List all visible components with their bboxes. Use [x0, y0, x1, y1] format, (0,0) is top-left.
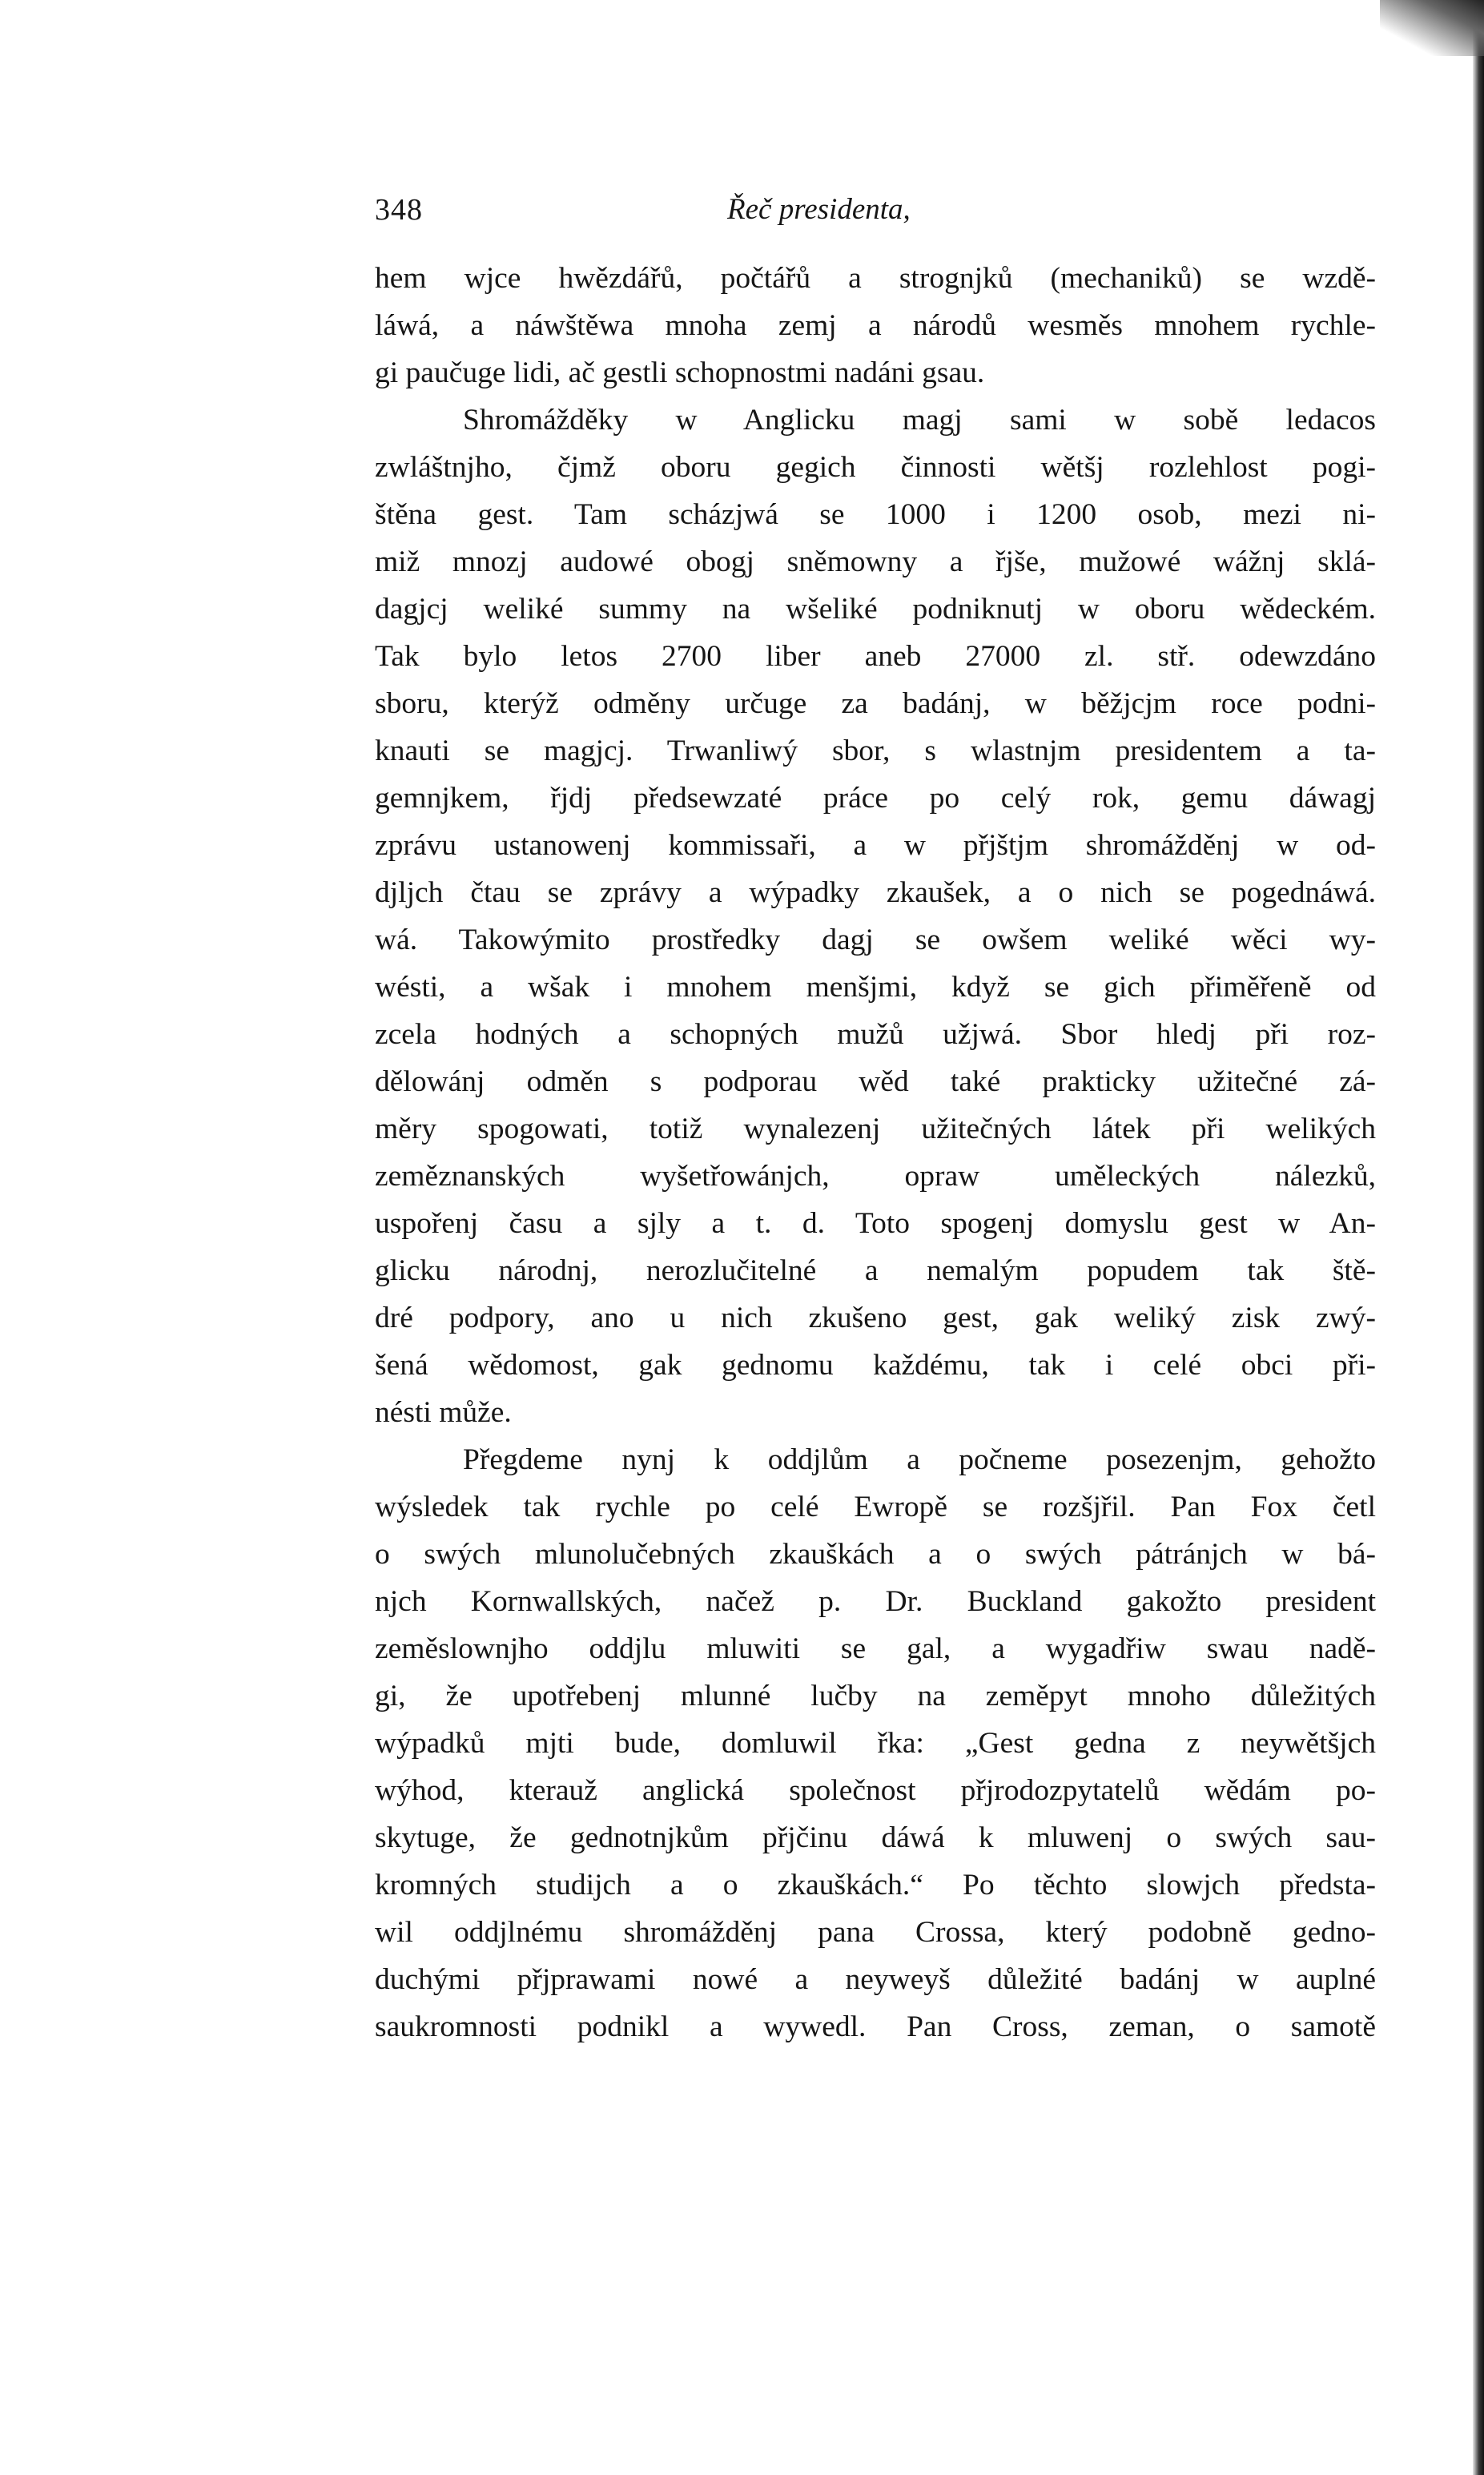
- text-line: miž mnozj audowé obogj sněmowny a řjše, mužowé wážnj sklá-: [375, 545, 1376, 578]
- page-number: 348: [375, 193, 423, 227]
- text-line: dělowánj odměn s podporau wěd také prakticky užitečné zá-: [375, 1065, 1376, 1098]
- text-line: duchými přjprawami nowé a neyweyš důležité badánj w auplné: [375, 1963, 1376, 1996]
- text-line: láwá, a náwštěwa mnoha zemj a národů wesměs mnohem rychle-: [375, 309, 1376, 342]
- text-line: zprávu ustanowenj kommissaři, a w přjštjm shromážděnj w od-: [375, 829, 1376, 862]
- text-line: skytuge, že gednotnjkům přjčinu dáwá k mluwenj o swých sau-: [375, 1821, 1376, 1854]
- text-line: sboru, kterýž odměny určuge za badánj, w běžjcjm roce podni-: [375, 687, 1376, 720]
- text-line: štěna gest. Tam scházjwá se 1000 i 1200 osob, mezi ni-: [375, 498, 1376, 531]
- text-line: nésti může.: [375, 1396, 512, 1429]
- text-line: dagjcj weliké summy na wšeliké podniknutj w oboru wědeckém.: [375, 593, 1376, 626]
- text-line: zeměslownjho oddjlu mluwiti se gal, a wygadřiw swau nadě-: [375, 1632, 1376, 1665]
- text-line: saukromnosti podnikl a wywedl. Pan Cross, zeman, o samotě: [375, 2010, 1376, 2043]
- text-line: zwláštnjho, čjmž oboru gegich činnosti wětšj rozlehlost pogi-: [375, 451, 1376, 484]
- text-line: wil oddjlnému shromážděnj pana Crossa, který podobně gedno-: [375, 1916, 1376, 1949]
- text-line: wýsledek tak rychle po celé Ewropě se rozšjřil. Pan Fox četl: [375, 1491, 1376, 1523]
- page-corner-shadow: [1380, 0, 1484, 56]
- text-line: knauti se magjcj. Trwanliwý sbor, s wlastnjm presidentem a ta-: [375, 734, 1376, 767]
- text-line: šená wědomost, gak gednomu každému, tak i celé obci při-: [375, 1349, 1376, 1382]
- text-line: Shromážděky w Anglicku magj sami w sobě ledacos: [463, 404, 1376, 437]
- text-line: zeměznanských wyšetřowánjch, opraw uměleckých nálezků,: [375, 1160, 1376, 1193]
- text-line: uspořenj času a sjly a t. d. Toto spogenj domyslu gest w An-: [375, 1207, 1376, 1240]
- text-line: hem wjce hwězdářů, počtářů a strognjků (mechaniků) se wzdě-: [375, 262, 1376, 295]
- text-line: wá. Takowýmito prostředky dagj se owšem weliké wěci wy-: [375, 924, 1376, 956]
- text-line: měry spogowati, totiž wynalezenj užitečných látek při welikých: [375, 1113, 1376, 1145]
- text-line: njch Kornwallských, načež p. Dr. Buckland gakožto president: [375, 1585, 1376, 1618]
- page-header: [375, 186, 1376, 234]
- body-text: [375, 255, 1376, 2050]
- text-line: gi, že upotřebenj mlunné lučby na zeměpyt mnoho důležitých: [375, 1680, 1376, 1712]
- text-line: Tak bylo letos 2700 liber aneb 27000 zl. stř. odewzdáno: [375, 640, 1376, 673]
- text-line: wésti, a wšak i mnohem menšjmi, když se gich přiměřeně od: [375, 971, 1376, 1004]
- text-line: gemnjkem, řjdj předsewzaté práce po celý rok, gemu dáwagj: [375, 782, 1376, 815]
- text-line: Přegdeme nynj k oddjlům a počneme posezenjm, gehožto: [463, 1443, 1376, 1476]
- text-line: zcela hodných a schopných mužů užjwá. Sbor hledj při roz-: [375, 1018, 1376, 1051]
- text-line: o swých mlunolučebných zkauškách a o swých pátránjch w bá-: [375, 1538, 1376, 1571]
- text-line: kromných studijch a o zkauškách.“ Po těchto slowjch předsta-: [375, 1869, 1376, 1902]
- page-edge-shadow: [1473, 0, 1484, 2475]
- text-line: wýpadků mjti bude, domluwil řka: „Gest gedna z neywětšjch: [375, 1727, 1376, 1760]
- text-line: djljch čtau se zprávy a wýpadky zkaušek, a o nich se pogednáwá.: [375, 876, 1376, 909]
- text-line: gi paučuge lidi, ač gestli schopnostmi nadáni gsau.: [375, 356, 985, 389]
- text-line: wýhod, kterauž anglická společnost přjrodozpytatelů wědám po-: [375, 1774, 1376, 1807]
- text-line: glicku národnj, nerozlučitelné a nemalým popudem tak ště-: [375, 1254, 1376, 1287]
- running-head: Řeč presidenta,: [727, 193, 911, 226]
- text-line: dré podpory, ano u nich zkušeno gest, gak weliký zisk zwý-: [375, 1302, 1376, 1334]
